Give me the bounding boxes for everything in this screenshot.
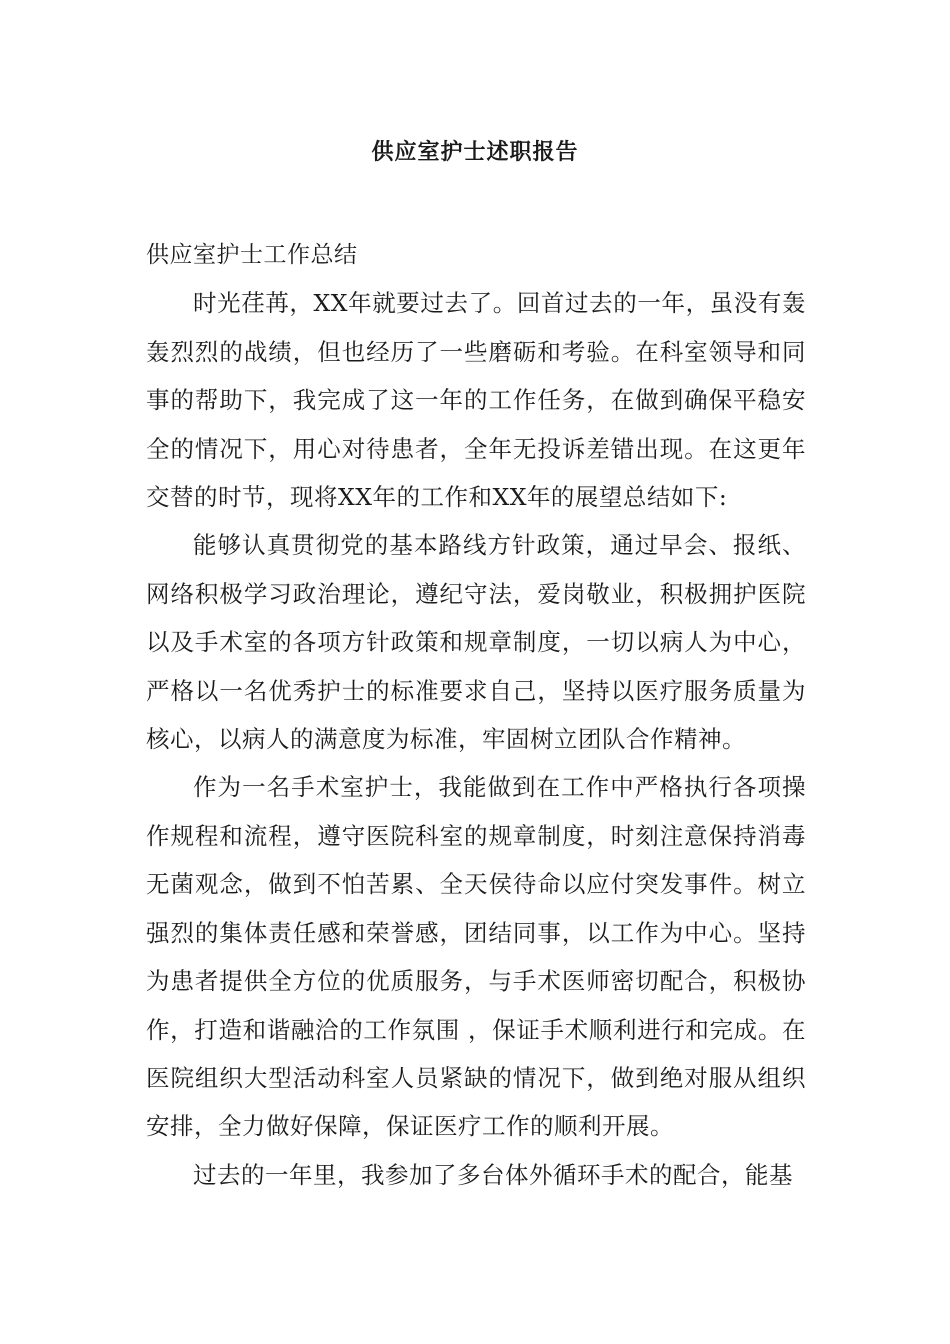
document-title: 供应室护士述职报告 bbox=[371, 139, 579, 165]
section-subtitle: 供应室护士工作总结 bbox=[146, 242, 358, 268]
paragraph-3: 作为一名手术室护士，我能做到在工作中严格执行各项操作规程和流程，遵守医院科室的规章制度，时刻注意保持消毒无菌观念，做到不怕苦累、全天侯待命以应付突发事件。树立强烈的集体责任感和荣誉感，团结同事，以工作为中心。坚持为患者提供全方位的优质服务，与手术医师密切配合，积极协作，打造和谐融洽的工作氛围 ，保证手术顺利进行和完成。在医院组织大型活动科室人员紧缺的情况下，做到绝对服从组织安排，全力做好保障，保证医疗工作的顺利开展。 bbox=[146, 773, 806, 1141]
document-body bbox=[146, 231, 806, 1199]
paragraph-1: 时光荏苒，XX年就要过去了。回首过去的一年，虽没有轰轰烈烈的战绩，但也经历了一些磨砺和考验。在科室领导和同事的帮助下，我完成了这一年的工作任务，在做到确保平稳安全的情况下，用心对待患者，全年无投诉差错出现。在这更年交替的时节，现将XX年的工作和XX年的展望总结如下: bbox=[146, 289, 806, 512]
paragraph-4: 过去的一年里，我参加了多台体外循环手术的配合，能基 bbox=[193, 1160, 793, 1189]
paragraph-2: 能够认真贯彻党的基本路线方针政策，通过早会、报纸、网络积极学习政治理论，遵纪守法，爱岗敬业，积极拥护医院以及手术室的各项方针政策和规章制度，一切以病人为中心，严格以一名优秀护士的标准要求自己，坚持以医疗服务质量为核心，以病人的满意度为标准，牢固树立团队合作精神。 bbox=[146, 531, 806, 754]
